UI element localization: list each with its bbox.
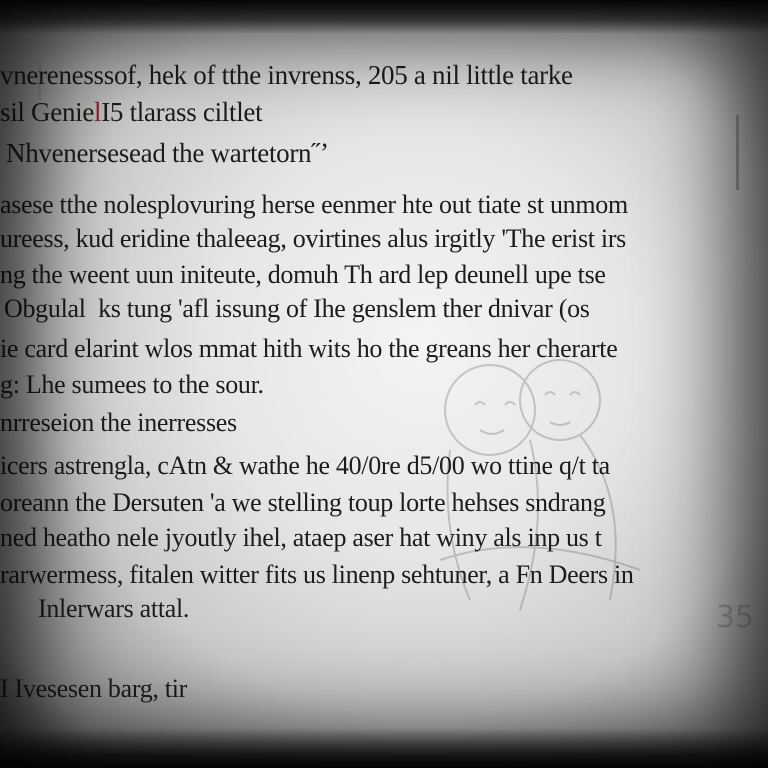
- title-line-2-part-a: sil Genie: [0, 97, 95, 127]
- title-line-2-part-b: I5 tlarass ciltlet: [101, 97, 263, 127]
- body-line-1: asese tthe nolesplovuring herse eenmer hte out tiate st unmom: [0, 190, 628, 219]
- body-line-6: g: Lhe sumees to the sour.: [0, 370, 264, 399]
- body-line-12: Inlerwars attal.: [38, 594, 190, 623]
- body-line-8: icers astrengla, cAtn & wathe he 40/0re d5/00 wo ttine q/t ta: [0, 451, 610, 480]
- title-line-2: [0, 99, 262, 126]
- body-line-4: Obgulal ks tung 'afl issung of Ihe genslem ther dnivar (os: [4, 294, 590, 323]
- title-line-1: vnerenesssof, hek of tthe invrenss, 205 a nil little tarke: [0, 60, 573, 90]
- bottom-dark-band: [0, 728, 768, 768]
- body-line-9: oreann the Dersuten 'a we stelling toup lorte hehses sndrang: [0, 488, 606, 517]
- body-line-11: rarwermess, fitalen witter fits us linenp sehtuner, a Fn Deers in: [0, 560, 634, 589]
- body-line-5: ie card elarint wlos mmat hith wits ho the greans her cherarte: [0, 334, 618, 363]
- margin-mark: [736, 115, 739, 190]
- margin-number: 35: [715, 600, 754, 635]
- title-line-3: Nhvenersesead the wartetorn˝ʼ: [6, 138, 329, 168]
- body-line-7: nrreseion the inerresses: [0, 408, 237, 437]
- signature-line: I Ivesesen barg, tir: [0, 674, 188, 703]
- body-line-10: ned heatho nele jyoutly ihel, ataep aser hat winy als inp us t: [0, 523, 602, 552]
- body-line-3: ng the weent uun initeute, domuh Th ard lep deunell upe tse: [0, 260, 606, 289]
- top-dark-band: [0, 0, 768, 34]
- body-line-2: ureess, kud eridine thaleeag, ovirtines alus irgitly 'The erist irs: [0, 224, 626, 253]
- title-line-2-accent: l: [94, 97, 102, 127]
